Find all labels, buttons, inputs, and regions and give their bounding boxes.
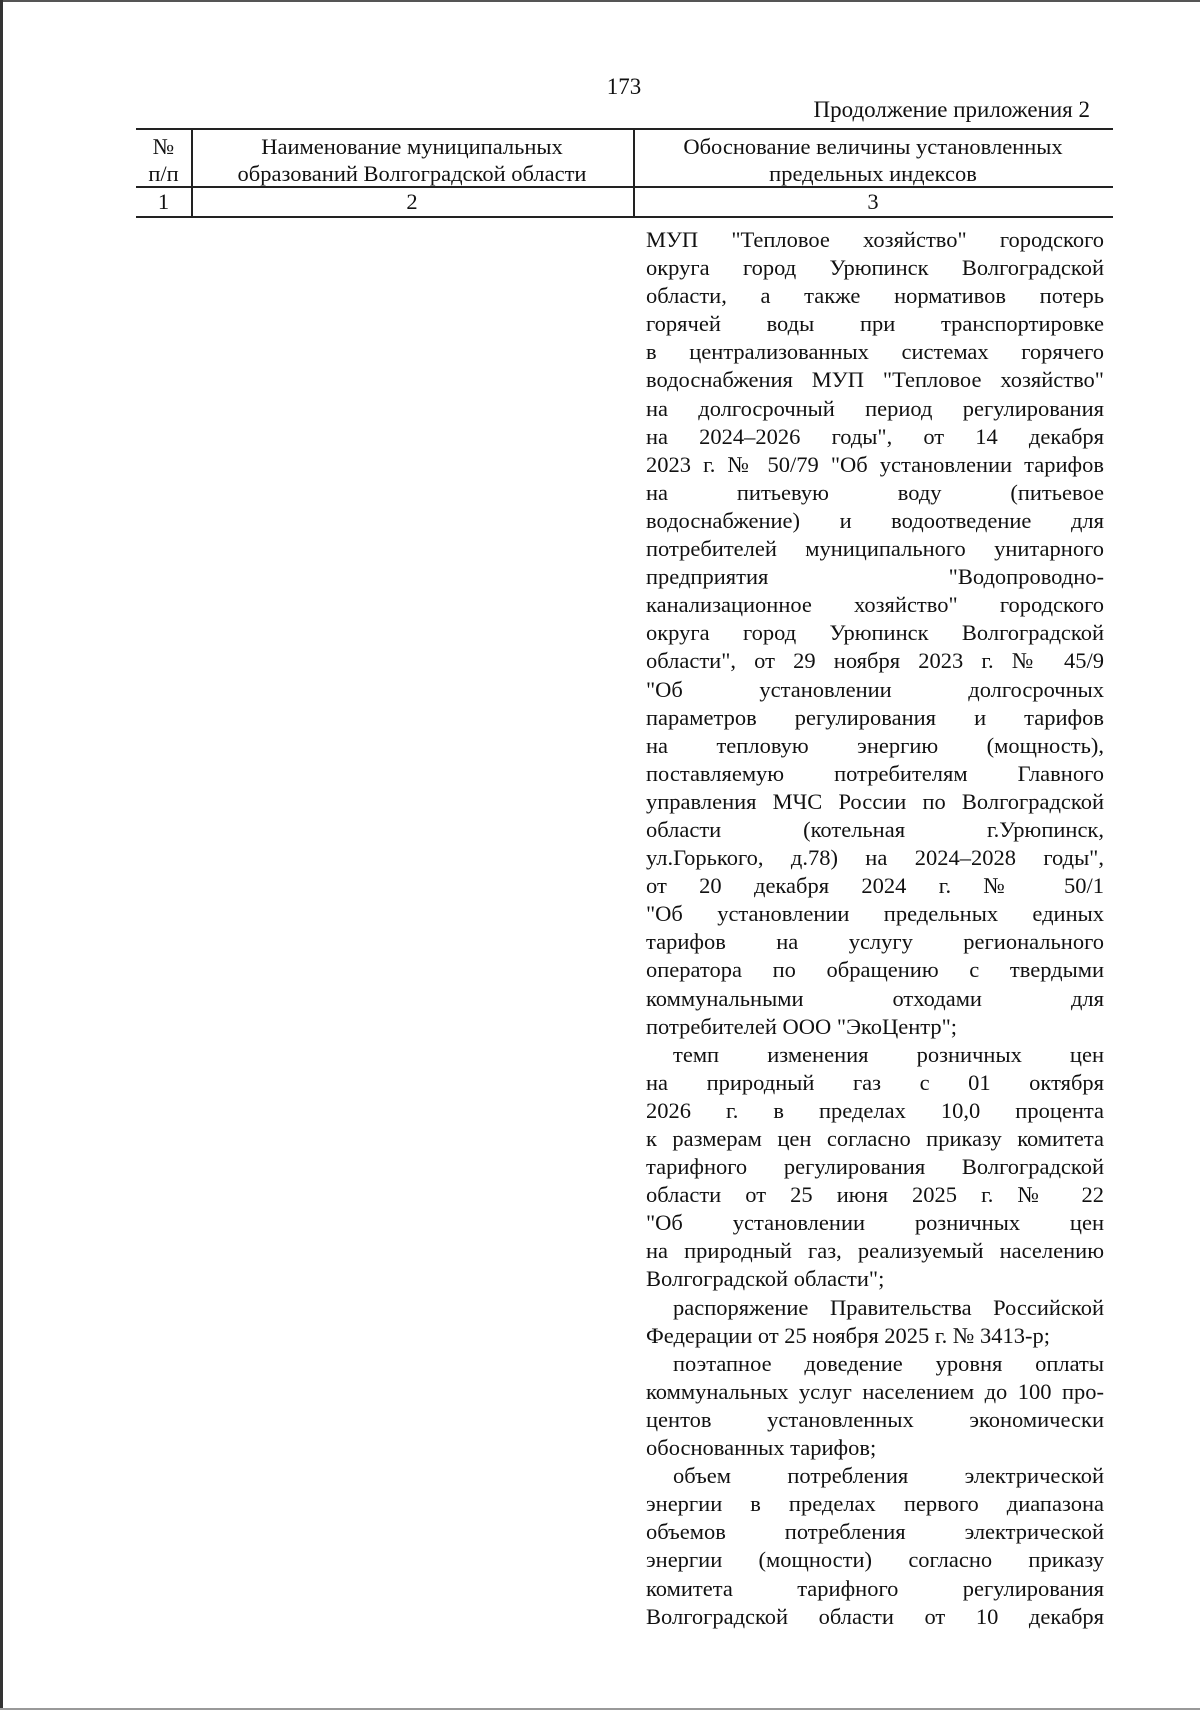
text-line: поставляемую потребителям Главного — [646, 760, 1104, 786]
column-number-1: 1 — [157, 189, 170, 214]
text-line: параметров регулирования и тарифов — [646, 704, 1104, 730]
header-justification — [633, 133, 1113, 187]
header-municipality — [191, 133, 633, 187]
header-line: предельных индексов — [769, 161, 977, 186]
text-line: области", от 29 ноября 2023 г. № 45/9 — [646, 648, 1104, 674]
scan-edge-left — [0, 0, 3, 1710]
text-line: на тепловую энергию (мощность), — [646, 732, 1104, 758]
text-line: "Об установлении розничных цен — [646, 1210, 1104, 1236]
table-top-border — [136, 128, 1113, 130]
text-line: водоснабжения МУП "Тепловое хозяйство" — [646, 367, 1104, 393]
text-line: к размерам цен согласно приказу комитета — [646, 1126, 1104, 1151]
text-line: Волгоградской области"; — [646, 1266, 885, 1292]
text-line: распоряжение Правительства Российской — [673, 1294, 1104, 1320]
text-line: поэтапное доведение уровня оплаты — [673, 1350, 1104, 1376]
text-line: округа город Урюпинск Волгоградской — [646, 620, 1104, 646]
text-line: объемов потребления электрической — [646, 1519, 1104, 1545]
text-line: оператора по обращению с твердыми — [646, 957, 1104, 983]
text-line: энергии (мощности) согласно приказу — [646, 1547, 1104, 1573]
paragraph — [646, 1041, 1104, 1294]
text-line: комитета тарифного регулирования — [646, 1575, 1104, 1601]
text-line: "Об установлении предельных единых — [646, 901, 1104, 927]
text-line: потребителей муниципального унитарного — [646, 536, 1104, 562]
text-line: обоснованных тарифов; — [646, 1435, 877, 1461]
paragraph — [646, 1462, 1104, 1631]
text-line: 2023 г. № 50/79 "Об установлении тарифов — [646, 451, 1104, 477]
text-line: канализационное хозяйство" городского — [646, 592, 1104, 618]
text-line: тарифного регулирования Волгоградской — [646, 1154, 1104, 1180]
text-line: области (котельная г.Урюпинск, — [646, 816, 1104, 842]
text-line: на природный газ с 01 октября — [646, 1069, 1104, 1095]
text-line: энергии в пределах первого диапазона — [646, 1491, 1104, 1517]
header-number — [136, 133, 191, 187]
text-line: Волгоградской области от 10 декабря — [646, 1603, 1104, 1629]
header-line: Наименование муниципальных — [261, 134, 563, 159]
paragraph — [646, 1294, 1104, 1350]
text-line: области, а также нормативов потерь — [646, 283, 1104, 309]
text-line: 2026 г. в пределах 10,0 процента — [646, 1097, 1104, 1123]
text-line: управления МЧС России по Волгоградской — [646, 788, 1104, 814]
text-line: области от 25 июня 2025 г. № 22 — [646, 1182, 1104, 1208]
justification-text — [646, 226, 1104, 1631]
header-line: № — [152, 134, 175, 159]
text-line: центов установленных экономически — [646, 1406, 1104, 1432]
text-line: коммунальных услуг населением до 100 про- — [646, 1378, 1104, 1404]
text-line: предприятия "Водопроводно- — [646, 564, 1104, 590]
text-line: коммунальными отходами для — [646, 985, 1104, 1011]
text-line: на долгосрочный период регулирования — [646, 395, 1104, 421]
text-line: темп изменения розничных цен — [673, 1041, 1104, 1067]
text-line: от 20 декабря 2024 г. № 50/1 — [646, 873, 1104, 899]
text-line: потребителей ООО "ЭкоЦентр"; — [646, 1013, 958, 1039]
column-number-3: 3 — [867, 189, 879, 214]
text-line: округа город Урюпинск Волгоградской — [646, 255, 1104, 281]
text-line: "Об установлении долгосрочных — [646, 676, 1104, 702]
text-line: горячей воды при транспортировке — [646, 311, 1104, 337]
header-line: образований Волгоградской области — [237, 161, 587, 186]
table-bottom-border — [136, 216, 1113, 218]
page-number: 173 — [606, 74, 642, 99]
scan-edge-top — [0, 0, 1200, 2]
text-line: на 2024–2026 годы", от 14 декабря — [646, 423, 1104, 449]
header-line: Обоснование величины установленных — [683, 134, 1063, 159]
text-line: тарифов на услугу регионального — [646, 929, 1104, 955]
appendix-label: Продолжение приложения 2 — [813, 97, 1090, 122]
text-line: на питьевую воду (питьевое — [646, 479, 1104, 505]
text-line: МУП "Тепловое хозяйство" городского — [646, 227, 1104, 252]
paragraph — [646, 1350, 1104, 1462]
text-line: водоснабжение) и водоотведение для — [646, 507, 1104, 533]
text-line: на природный газ, реализуемый населению — [646, 1238, 1104, 1264]
paragraph — [646, 226, 1104, 1041]
text-line: ул.Горького, д.78) на 2024–2028 годы", — [646, 845, 1104, 871]
column-number-2: 2 — [406, 189, 418, 214]
text-line: в централизованных системах горячего — [646, 339, 1104, 365]
text-line: Федерации от 25 ноября 2025 г. № 3413-р; — [646, 1322, 1050, 1348]
header-line: п/п — [148, 161, 179, 186]
text-line: объем потребления электрической — [673, 1463, 1104, 1489]
